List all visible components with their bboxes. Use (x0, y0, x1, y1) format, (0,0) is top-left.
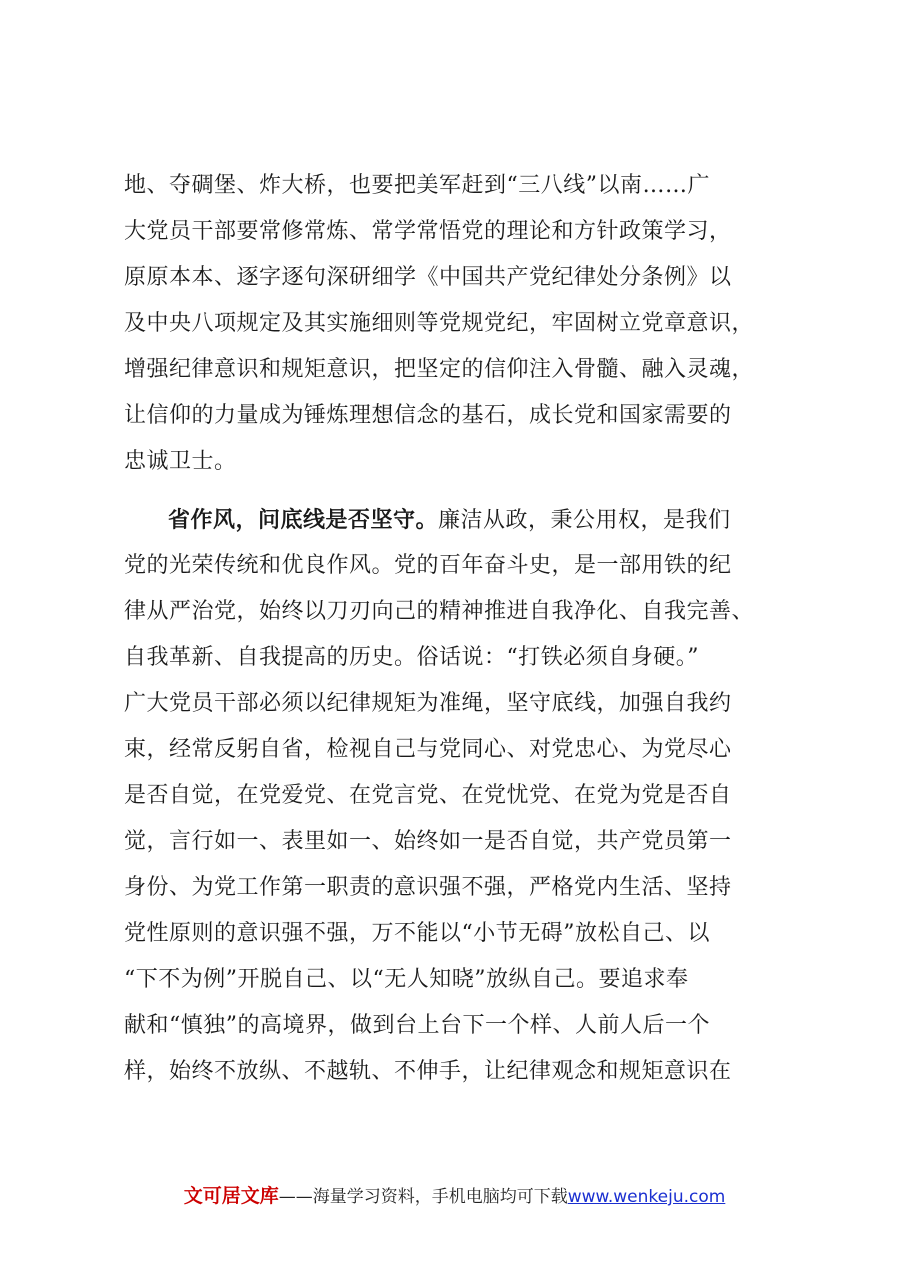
text-line: 广大党员干部必须以纪律规矩为准绳，坚守底线，加强自我约 (124, 691, 732, 716)
text-line: 觉，言行如一、表里如一、始终如一是否自觉，共产党员第一 (124, 829, 732, 854)
paragraph-heading: 省作风，问底线是否坚守。 (168, 507, 439, 533)
text-line: 原原本本、逐字逐句深研细学《中国共产党纪律处分条例》以 (124, 265, 732, 290)
text-line: 样，始终不放纵、不越轨、不伸手，让纪律观念和规矩意识在 (124, 1059, 732, 1084)
text-line: 增强纪律意识和规矩意识，把坚定的信仰注入骨髓、融入灵魂， (124, 357, 755, 382)
text-line: 身份、为党工作第一职责的意识强不强，严格党内生活、坚持 (124, 875, 732, 900)
footer-slogan: ——海量学习资料，手机电脑均可下载 (278, 1187, 568, 1207)
text-line: 地、夺碉堡、炸大桥，也要把美军赶到“三八线”以南……广 (124, 173, 710, 198)
text-line: 忠诚卫士。 (124, 449, 237, 474)
footer-link[interactable]: www.wenkeju.com (567, 1187, 726, 1207)
text-line: 党性原则的意识强不强，万不能以“小节无碍”放松自己、以 (124, 921, 710, 946)
text-line: 献和“慎独”的高境界，做到台上台下一个样、人前人后一个 (124, 1013, 710, 1038)
text-line: 及中央八项规定及其实施细则等党规党纪，牢固树立党章意识， (124, 311, 755, 336)
text-line: 律从严治党，始终以刀刃向己的精神推进自我净化、自我完善、 (124, 599, 755, 624)
text-line: 让信仰的力量成为锤炼理想信念的基石，成长党和国家需要的 (124, 403, 732, 428)
text-line: 是否自觉，在党爱党、在党言党、在党忧党、在党为党是否自 (124, 783, 732, 808)
text-line: 自我革新、自我提高的历史。俗话说：“打铁必须自身硬。” (124, 645, 699, 670)
footer-banner (0, 1184, 909, 1209)
text-line: “下不为例”开脱自己、以“无人知晓”放纵自己。要追求奉 (124, 967, 689, 992)
text-line: 党的光荣传统和优良作风。党的百年奋斗史，是一部用铁的纪 (124, 553, 732, 578)
text-line: 束，经常反躬自省，检视自己与党同心、对党忠心、为党尽心 (124, 737, 732, 762)
paragraph-first-line (168, 507, 731, 534)
footer-brand: 文可居文库 (183, 1185, 279, 1207)
paragraph-first-line-text: 廉洁从政，秉公用权，是我们 (438, 508, 731, 533)
text-line: 大党员干部要常修常炼、常学常悟党的理论和方针政策学习， (124, 219, 732, 244)
